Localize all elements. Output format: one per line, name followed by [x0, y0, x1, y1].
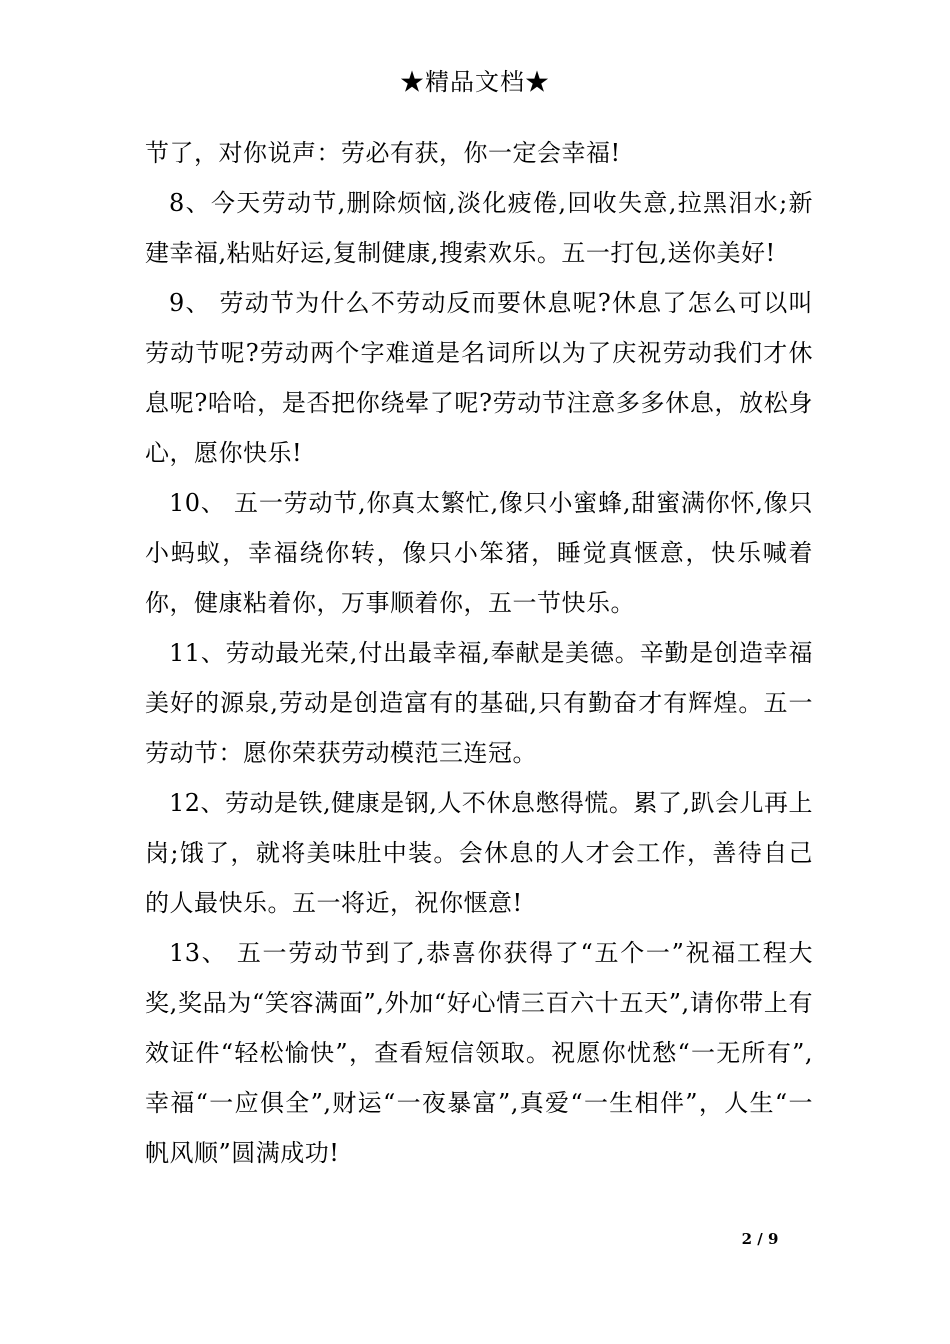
paragraph-item-12: 12、劳动是铁,健康是钢,人不休息憋得慌。累了,趴会儿再上岗;饿了，就将美味肚中装。会休息的人才会工作，善待自己的人最快乐。五一将近，祝你惬意!	[145, 789, 813, 917]
paragraph-continuation: 节了，对你说声：劳必有获，你一定会幸福!	[145, 139, 621, 167]
paragraph-item-9: 9、 劳动节为什么不劳动反而要休息呢?休息了怎么可以叫劳动节呢?劳动两个字难道是名词所以为了庆祝劳动我们才休息呢?哈哈，是否把你绕晕了呢?劳动节注意多多休息，放松身心，愿你快乐!	[145, 289, 813, 467]
paragraph-item-8: 8、今天劳动节,删除烦恼,淡化疲倦,回收失意,拉黑泪水;新建幸福,粘贴好运,复制健康,搜索欢乐。五一打包,送你美好!	[145, 189, 813, 267]
document-header-title: ★精品文档★	[400, 68, 550, 96]
paragraph-item-11: 11、劳动最光荣,付出最幸福,奉献是美德。辛勤是创造幸福美好的源泉,劳动是创造富有的基础,只有勤奋才有辉煌。五一劳动节：愿你荣获劳动模范三连冠。	[145, 639, 813, 767]
paragraph-item-10: 10、 五一劳动节,你真太繁忙,像只小蜜蜂,甜蜜满你怀,像只小蚂蚁，幸福绕你转，像只小笨猪，睡觉真惬意，快乐喊着你，健康粘着你，万事顺着你，五一节快乐。	[145, 489, 813, 617]
paragraph-item-13: 13、 五一劳动节到了,恭喜你获得了“五个一”祝福工程大奖,奖品为“笑容满面”,外加“好心情三百六十五天”,请你带上有效证件“轻松愉快”，查看短信领取。祝愿你忧愁“一无所有”,幸福“一应俱全”,财运“一夜暴富”,真爱“一生相伴”，人生“一帆风顺”圆满成功!	[145, 939, 813, 1167]
document-body	[145, 128, 813, 1178]
page-number: 2 / 9	[741, 1230, 779, 1248]
